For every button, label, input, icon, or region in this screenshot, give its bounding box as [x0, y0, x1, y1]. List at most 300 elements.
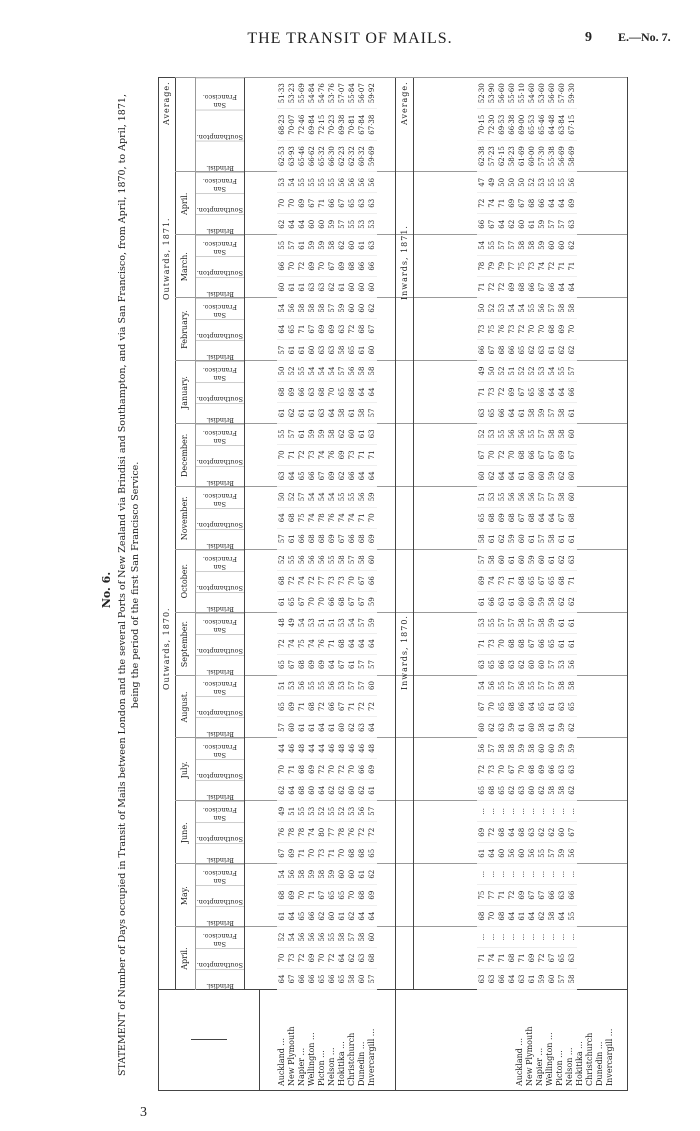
table-cell: 55·69	[298, 83, 306, 104]
table-cell: 69	[478, 576, 486, 586]
port-label: Napier ...	[535, 1047, 544, 1086]
port-label: Picton ...	[555, 1050, 564, 1086]
table-cell: 57	[368, 660, 376, 670]
table-cell: 57	[288, 240, 296, 250]
subcolumn-header: San Francisco.	[196, 738, 244, 759]
table-cell: 60	[348, 785, 356, 795]
table-cell: 55	[348, 219, 356, 229]
table-cell: 74	[298, 576, 306, 586]
table-cell: 59	[328, 869, 336, 879]
table-cell: 58	[298, 303, 306, 313]
table-cell: 70	[318, 953, 326, 963]
port-label: Wellington ...	[307, 1032, 316, 1086]
table-cell: 71	[498, 198, 506, 208]
table-cell: 59	[558, 743, 566, 753]
table-cell: 60	[368, 932, 376, 942]
table-cell: 78	[288, 827, 296, 837]
table-cell: 74	[488, 576, 496, 586]
table-cell: 72	[358, 702, 366, 711]
table-number: No. 6.	[100, 571, 113, 609]
table-cell: 70	[498, 764, 506, 774]
subcolumn-header: San Francisco.	[196, 78, 244, 109]
table-cell: 67	[538, 450, 546, 460]
table-cell: 68	[488, 785, 496, 795]
table-cell: 67	[518, 198, 526, 208]
table-cell: 59·30	[568, 83, 576, 104]
table-cell: 57	[368, 806, 376, 816]
subcolumn-header: Southampton.	[196, 634, 244, 655]
table-cell: 54	[288, 177, 296, 187]
table-cell: 65	[368, 848, 376, 858]
table-cell: 64	[528, 702, 536, 711]
table-cell: 56	[318, 932, 326, 942]
table-cell: 66	[358, 764, 366, 774]
table-cell: 66	[348, 471, 356, 481]
table-cell: 63	[358, 198, 366, 208]
table-cell: 68	[278, 576, 286, 586]
table-cell: 63	[568, 953, 576, 963]
table-cell: 70	[528, 324, 536, 334]
table-cell: 68	[358, 324, 366, 334]
outwards-1870-label: Outwards, 1870.	[162, 607, 171, 690]
table-cell: 67	[478, 702, 486, 711]
table-cell: 62	[358, 785, 366, 795]
folio-number: 3	[140, 1105, 147, 1120]
table-cell: 51	[508, 366, 516, 376]
table-cell: 60	[548, 240, 556, 250]
table-cell: 61	[288, 282, 296, 292]
table-cell: 51	[318, 618, 326, 628]
table-cell: 72	[498, 450, 506, 460]
table-cell: 65	[498, 785, 506, 795]
table-cell: 67	[308, 198, 316, 208]
table-cell: 57·30	[538, 146, 546, 167]
table-cell: 69	[308, 764, 316, 774]
table-cell: 63	[568, 764, 576, 774]
table-cell: 60	[518, 848, 526, 858]
table-cell: 61	[508, 597, 516, 607]
table-cell: 58	[478, 534, 486, 544]
table-cell: 57	[348, 681, 356, 690]
table-cell: 67	[548, 953, 556, 963]
table-cell: 71	[498, 890, 506, 900]
table-cell: 50	[518, 177, 526, 187]
table-cell: 55	[538, 848, 546, 858]
table-cell: 57	[498, 618, 506, 628]
table-cell: 63	[358, 722, 366, 732]
table-cell: 63	[368, 198, 376, 208]
table-cell: 62·23	[338, 146, 346, 167]
subcolumn-header: San Francisco.	[196, 550, 244, 571]
table-cell: 61	[548, 555, 556, 565]
table-cell: 73	[508, 324, 516, 334]
table-cell: 66·62	[308, 146, 316, 167]
table-cell: 53	[288, 681, 296, 690]
table-cell: 55	[498, 681, 506, 690]
table-cell: 68	[308, 534, 316, 544]
table-cell: 65·46	[538, 114, 546, 135]
table-cell: 71	[298, 702, 306, 711]
subcolumn-header: San Francisco.	[196, 361, 244, 382]
table-cell: 57	[558, 974, 566, 984]
table-cell: 56	[518, 429, 526, 439]
table-cell: 61	[278, 408, 286, 418]
table-cell: ...	[518, 870, 526, 878]
table-cell: 64	[368, 471, 376, 481]
table-cell: 60	[328, 911, 336, 921]
table-cell: ...	[478, 933, 486, 941]
table-cell: 60	[478, 471, 486, 481]
average-outwards-label: Average.	[162, 81, 171, 125]
table-cell: 66	[498, 408, 506, 418]
table-cell: 61	[358, 869, 366, 879]
inwards-1870-label: Inwards, 1870.	[400, 615, 409, 690]
table-cell: 64	[278, 513, 286, 523]
table-cell: 61	[308, 722, 316, 732]
table-cell: 62	[538, 911, 546, 921]
table-cell: 62	[568, 785, 576, 795]
table-cell: 72	[298, 261, 306, 271]
table-cell: 67	[538, 890, 546, 900]
table-cell: 70	[368, 513, 376, 523]
table-cell: 71	[288, 450, 296, 460]
table-cell: 60	[568, 492, 576, 502]
table-cell: 71	[478, 282, 486, 292]
table-cell: 71	[348, 702, 356, 711]
table-cell: 59	[538, 240, 546, 250]
table-cell: ...	[528, 933, 536, 941]
table-cell: 64	[498, 471, 506, 481]
port-label: Christchurch	[347, 1032, 356, 1086]
port-label: Napier ...	[297, 1047, 306, 1086]
table-cell: 52	[488, 303, 496, 313]
table-cell: 60	[308, 785, 316, 795]
table-cell: 54	[318, 492, 326, 502]
table-cell: 68	[308, 702, 316, 711]
table-cell: 59	[568, 743, 576, 753]
table-cell: 54	[308, 366, 316, 376]
table-cell: 63	[478, 408, 486, 418]
table-cell: 53	[278, 177, 286, 187]
table-cell: 79	[488, 261, 496, 271]
table-cell: 66	[518, 702, 526, 711]
table-cell: 73	[498, 576, 506, 586]
table-cell: 56	[508, 429, 516, 439]
table-cell: 68	[348, 848, 356, 858]
table-cell: 58	[558, 681, 566, 690]
table-cell: 53	[488, 429, 496, 439]
table-cell: 57	[548, 219, 556, 229]
table-cell: 70·81	[348, 114, 356, 135]
table-cell: ...	[488, 870, 496, 878]
table-cell: 52	[288, 366, 296, 376]
table-cell: 62·32	[348, 146, 356, 167]
table-cell: 58	[328, 240, 336, 250]
table-cell: 63	[518, 785, 526, 795]
table-cell: 79	[498, 261, 506, 271]
document-reference: E.—No. 7.	[618, 30, 671, 44]
table-cell: 66	[328, 702, 336, 711]
table-cell: 65	[338, 890, 346, 900]
port-label: Dunedin ...	[595, 1041, 604, 1086]
table-cell: 54	[478, 240, 486, 250]
table-cell: 67	[368, 324, 376, 334]
table-cell: 52	[338, 806, 346, 816]
table-cell: 58	[308, 303, 316, 313]
table-cell: ...	[508, 870, 516, 878]
table-cell: 61	[338, 911, 346, 921]
table-cell: 54	[328, 492, 336, 502]
table-cell: 69·53	[498, 114, 506, 135]
month-label: September.	[175, 613, 196, 676]
port-label: Invercargill ...	[367, 1028, 376, 1086]
table-cell: ...	[538, 933, 546, 941]
table-cell: 62	[278, 785, 286, 795]
table-cell: 53·90	[488, 83, 496, 104]
table-cell: 72	[368, 827, 376, 837]
table-cell: 68	[568, 513, 576, 523]
table-cell: 46	[358, 743, 366, 753]
table-cell: 60	[518, 534, 526, 544]
table-cell: 66	[548, 764, 556, 774]
table-cell: 64	[488, 848, 496, 858]
table-cell: 56	[298, 555, 306, 565]
month-label: June.	[175, 801, 196, 864]
subcolumn-header: San Francisco.	[196, 864, 244, 885]
table-cell: 48	[278, 618, 286, 628]
table-cell: 57	[278, 345, 286, 355]
table-cell: 67	[328, 261, 336, 271]
subcolumn-header: Brindisi.	[196, 717, 244, 738]
table-cell: 64	[508, 974, 516, 984]
table-cell: 71	[308, 890, 316, 900]
table-cell: 61	[508, 555, 516, 565]
table-cell: 55	[548, 177, 556, 187]
table-cell: 70·15	[478, 114, 486, 135]
table-cell: 62	[348, 722, 356, 732]
table-cell: 64	[318, 785, 326, 795]
table-cell: 73	[338, 576, 346, 586]
table-cell: 71	[298, 848, 306, 858]
table-cell: 58	[338, 555, 346, 565]
table-cell: 58	[548, 597, 556, 607]
table-cell: 57	[478, 555, 486, 565]
month-label: October.	[175, 550, 196, 613]
table-cell: 74	[318, 450, 326, 460]
table-cell: 53	[538, 366, 546, 376]
table-cell: 55	[298, 177, 306, 187]
table-cell: 66	[308, 471, 316, 481]
table-cell: 62·38	[478, 146, 486, 167]
table-cell: 54	[298, 618, 306, 628]
table-cell: 61	[528, 974, 536, 984]
table-cell: 74	[308, 827, 316, 837]
table-cell: 60	[348, 303, 356, 313]
table-cell: 61	[518, 911, 526, 921]
table-cell: 58	[528, 743, 536, 753]
table-cell: 46	[348, 743, 356, 753]
table-cell: 57	[548, 408, 556, 418]
table-cell: 62	[338, 240, 346, 250]
month-label: November.	[175, 487, 196, 550]
table-cell: 61	[478, 597, 486, 607]
table-cell: 59	[558, 722, 566, 732]
table-cell: 68	[348, 261, 356, 271]
table-cell: 68	[518, 639, 526, 649]
table-cell: 60	[528, 597, 536, 607]
table-cell: 58	[558, 408, 566, 418]
table-cell: 62	[328, 282, 336, 292]
table-cell: 64	[548, 198, 556, 208]
table-cell: 64	[558, 198, 566, 208]
table-cell: 60	[548, 974, 556, 984]
table-cell: ...	[518, 933, 526, 941]
table-cell: 67	[518, 387, 526, 397]
table-cell: 72	[508, 890, 516, 900]
table-cell: 59	[308, 869, 316, 879]
table-cell: ...	[558, 870, 566, 878]
table-cell: 68	[288, 513, 296, 523]
table-cell: 55	[328, 177, 336, 187]
table-cell: 57	[548, 303, 556, 313]
table-cell: 73	[288, 953, 296, 963]
table-cell: 77	[328, 827, 336, 837]
table-cell: 55	[328, 806, 336, 816]
subcolumn-header: Brindisi.	[196, 141, 244, 172]
table-cell: 70	[278, 764, 286, 774]
table-cell: 55	[568, 911, 576, 921]
table-cell: 53	[488, 492, 496, 502]
table-cell: 62	[488, 722, 496, 732]
port-label: Nelson ...	[565, 1047, 574, 1086]
subcolumn-header: Southampton.	[196, 382, 244, 403]
table-cell: 58	[538, 722, 546, 732]
table-cell: 78	[478, 261, 486, 271]
table-cell: 70	[348, 890, 356, 900]
table-cell: 66	[368, 576, 376, 586]
table-cell: 64	[358, 387, 366, 397]
subcolumn-header: San Francisco.	[196, 172, 244, 193]
table-cell: 56	[338, 177, 346, 187]
table-cell: 65	[538, 702, 546, 711]
table-cell: 66	[568, 387, 576, 397]
outwards-section-head	[159, 78, 176, 990]
table-cell: 68	[498, 827, 506, 837]
table-cell: 55	[298, 366, 306, 376]
table-cell: 69	[318, 660, 326, 670]
table-cell: 59	[318, 240, 326, 250]
table-cell: 56	[328, 681, 336, 690]
table-cell: 62·53	[278, 146, 286, 167]
table-cell: 64·48	[548, 114, 556, 135]
table-cell: 58·69	[568, 146, 576, 167]
table-cell: 65	[298, 471, 306, 481]
table-cell: 69·00	[518, 114, 526, 135]
table-cell: 64	[558, 911, 566, 921]
table-cell: 75	[298, 513, 306, 523]
table-cell: 62	[488, 471, 496, 481]
table-cell: 61	[298, 240, 306, 250]
table-cell: 71	[358, 513, 366, 523]
port-label: New Plymouth	[287, 1026, 296, 1086]
table-cell: 60	[348, 429, 356, 439]
table-cell: 57	[538, 681, 546, 690]
table-cell: 74	[348, 513, 356, 523]
table-cell: 58	[358, 408, 366, 418]
table-cell: 55	[278, 240, 286, 250]
table-cell: 60	[348, 282, 356, 292]
table-cell: 62	[558, 555, 566, 565]
table-cell: 61	[558, 639, 566, 649]
port-label: Christchurch	[585, 1032, 594, 1086]
table-cell: 59	[368, 492, 376, 502]
table-cell: ...	[508, 807, 516, 815]
table-cell: 64	[328, 408, 336, 418]
month-label: April.	[175, 172, 196, 235]
table-cell: 63	[318, 408, 326, 418]
outwards-port-list	[277, 992, 377, 1086]
table-cell: 77	[488, 890, 496, 900]
table-cell: 76	[278, 827, 286, 837]
table-cell: 59	[368, 597, 376, 607]
table-cell: 70	[278, 953, 286, 963]
table-cell: 67	[318, 471, 326, 481]
table-cell: 68	[368, 953, 376, 963]
table-cell: 63	[318, 345, 326, 355]
table-cell: 69	[328, 324, 336, 334]
table-cell: 67	[538, 576, 546, 586]
table-cell: 70	[518, 764, 526, 774]
table-cell: 57	[538, 429, 546, 439]
table-cell: 44	[278, 743, 286, 753]
table-cell: 67	[338, 702, 346, 711]
table-cell: 61	[348, 660, 356, 670]
table-cell: 66	[538, 198, 546, 208]
table-cell: 74	[538, 261, 546, 271]
table-cell: 70·07	[288, 114, 296, 135]
table-cell: 57	[368, 974, 376, 984]
table-cell: 57	[488, 743, 496, 753]
table-cell: 60	[538, 743, 546, 753]
table-cell: 59·92	[368, 83, 376, 104]
table-cell: 72	[538, 953, 546, 963]
table-cell: 60	[348, 240, 356, 250]
table-cell: 69	[568, 198, 576, 208]
table-cell: 64	[368, 387, 376, 397]
table-cell: 56	[528, 492, 536, 502]
table-cell: 65	[348, 345, 356, 355]
table-cell: 72	[488, 282, 496, 292]
table-cell: 64	[288, 785, 296, 795]
table-cell: 70	[278, 198, 286, 208]
table-cell: 71	[318, 198, 326, 208]
table-cell: 72	[348, 324, 356, 334]
table-cell: 68	[478, 911, 486, 921]
table-cell: 67	[358, 576, 366, 586]
table-cell: 65	[528, 387, 536, 397]
table-cell: 70	[348, 576, 356, 586]
subcolumn-header: San Francisco.	[196, 424, 244, 445]
table-cell: 70	[488, 911, 496, 921]
table-cell: 54	[508, 303, 516, 313]
table-cell: 69	[558, 324, 566, 334]
table-cell: 65	[558, 953, 566, 963]
table-cell: 56	[348, 366, 356, 376]
table-cell: 57	[508, 240, 516, 250]
table-cell: 74	[488, 198, 496, 208]
table-cell: 68	[528, 764, 536, 774]
table-cell: 63	[278, 471, 286, 481]
